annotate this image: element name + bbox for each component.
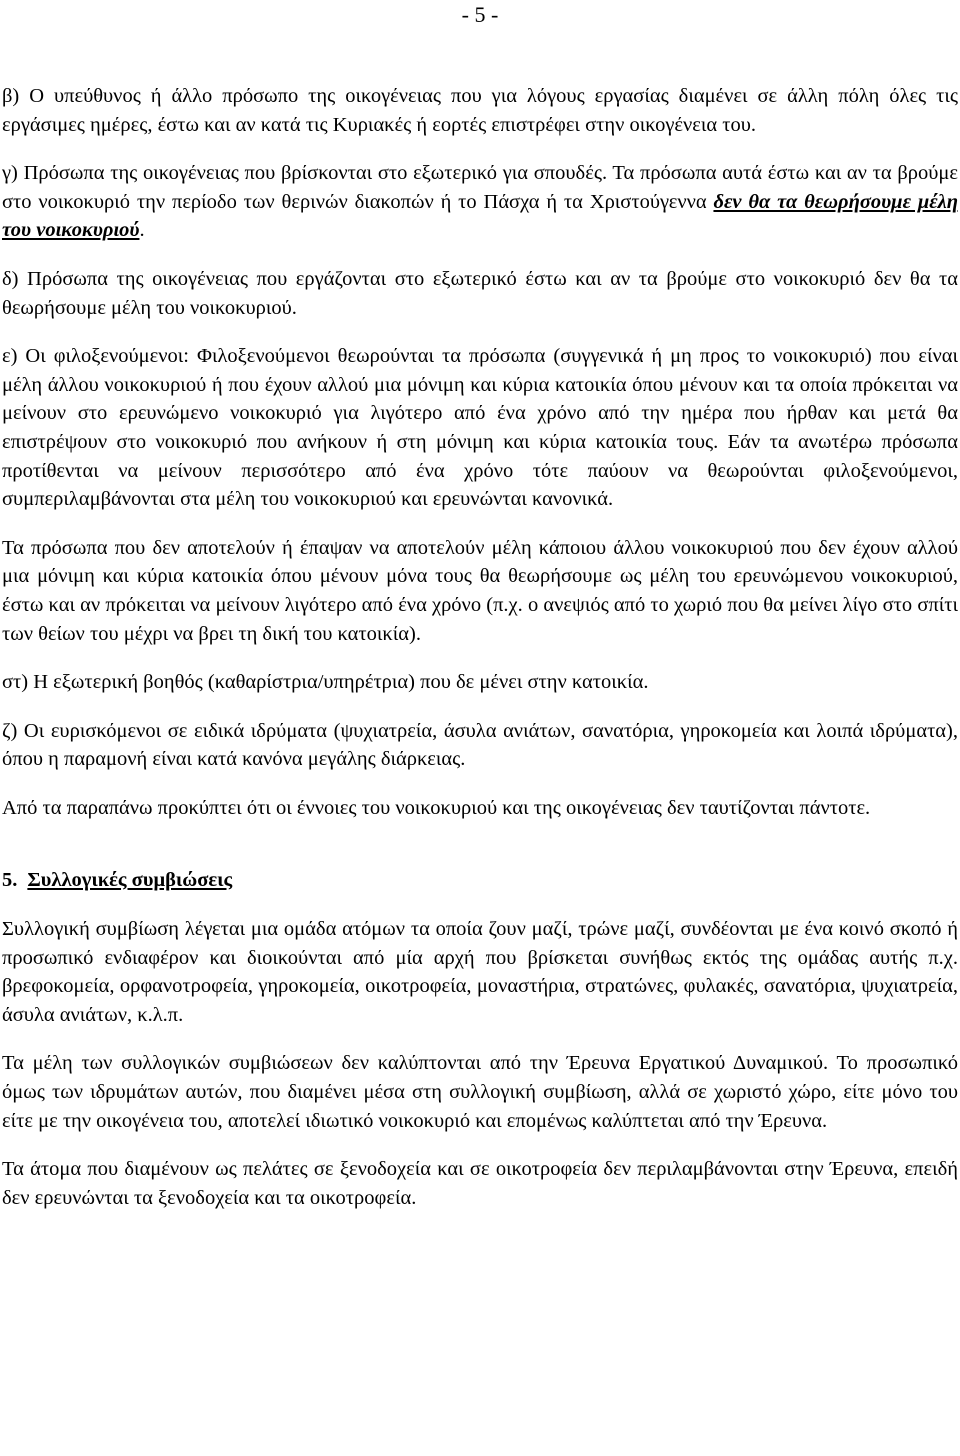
page-number: - 5 -	[461, 2, 499, 27]
item-z: ζ) Οι ευρισκόμενοι σε ειδικά ιδρύματα (ψυχιατρεία, άσυλα ανιάτων, σανατόρια, γηροκομεία και λοιπά ιδρύματα), όπου η παραμονή είναι κατά κανόνα μεγάλης διάρκειας.	[2, 719, 958, 771]
item-e: ε) Οι φιλοξενούμενοι: Φιλοξενούμενοι θεωρούνται τα πρόσωπα (συγγενικά ή μη προς το νοικοκυριό) που είναι μέλη άλλου νοικοκυριού ή που έχουν αλλού μια μόνιμη και κύρια κατοικία όπου μένουν και τα οποία πρόκειται να μείνουν στο ερευνώμενο νοικοκυριό για λιγότερο από ένα χρόνο από την ημέρα που ήρθαν και μετά θα επιστρέψουν στο νοικοκυριό που ανήκουν ή στη μόνιμη και κύρια κατοικία τους. Εάν τα ανωτέρω πρόσωπα προτίθενται να μείνουν περισσότερο από ένα χρόνο τότε παύουν να θεωρούνται φιλοξενούμενοι, συμπεριλαμβάνονται στα μέλη του νοικοκυριού και ερευνώνται κανονικά.	[2, 345, 958, 511]
item-g-text: γ) Πρόσωπα της οικογένειας που βρίσκονται στο εξωτερικό για σπουδές. Τα πρόσωπα αυτά έστω και αν τα βρούμε στο νοικοκυριό την περίοδο των θερινών διακοπών ή το Πάσχα ή τα Χριστούγεννα	[2, 162, 958, 213]
section-paragraph-3: Τα άτομα που διαμένουν ως πελάτες σε ξενοδοχεία και σε οικοτροφεία δεν περιλαμβάνονται στην Έρευνα, επειδή δεν ερευνώνται τα ξενοδοχεία και τα οικοτροφεία.	[2, 1158, 958, 1209]
section-heading	[2, 866, 958, 895]
item-b: β) Ο υπεύθυνος ή άλλο πρόσωπο της οικογένειας που για λόγους εργασίας διαμένει σε άλλη πόλη όλες τις εργάσιμες ημέρες, έστω και αν κατά τις Κυριακές ή εορτές επιστρέφει στην οικογένεια του.	[2, 85, 958, 136]
item-d: δ) Πρόσωπα της οικογένειας που εργάζονται στο εξωτερικό έστω και αν τα βρούμε στο νοικοκυριό δεν θα τα θεωρήσουμε μέλη του νοικοκυριού.	[2, 267, 958, 319]
item-g-emphasis: δεν θα τα θεωρήσουμε μέλη του νοικοκυριού	[2, 190, 958, 242]
item-g-end: .	[139, 219, 145, 242]
section-number: 5.	[2, 869, 18, 892]
item-g	[2, 159, 958, 245]
section-paragraph-2: Τα μέλη των συλλογικών συμβιώσεων δεν καλύπτονται από την Έρευνα Εργατικού Δυναμικού. Το προσωπικό όμως των ιδρυμάτων αυτών, που διαμένει μέσα στη συλλογική συμβίωση, αλλά σε χωριστό χώρο, είτε μόνο του είτε με την οικογένεια του, αποτελεί ιδιωτικό νοικοκυριό και επομένως καλύπτεται από την Έρευνα.	[2, 1052, 958, 1132]
section-title: Συλλογικές συμβιώσεις	[27, 869, 233, 892]
conclusion-paragraph: Από τα παραπάνω προκύπτει ότι οι έννοιες του νοικοκυριού και της οικογένειας δεν ταυτίζονται πάντοτε.	[2, 796, 871, 819]
section-paragraph-1: Συλλογική συμβίωση λέγεται μια ομάδα ατόμων τα οποία ζουν μαζί, τρώνε μαζί, συνδέονται με ένα κοινό σκοπό ή προσωπικό ενδιαφέρον και διοικούνται από μία αρχή που βρίσκεται συνήθως εκτός της ομάδας αυτής π.χ. βρεφοκομεία, ορφανοτροφεία, γηροκομεία, οικοτροφεία, μοναστήρια, στρατώνες, φυλακές, σανατόρια, ψυχιατρεία, άσυλα ανιάτων, κ.λ.π.	[2, 918, 958, 1026]
item-st: στ) Η εξωτερική βοηθός (καθαρίστρια/υπηρέτρια) που δε μένει στην κατοικία.	[2, 671, 649, 694]
document-body	[2, 82, 958, 1232]
non-members-paragraph: Τα πρόσωπα που δεν αποτελούν ή έπαψαν να αποτελούν μέλη κάποιου άλλου νοικοκυριού που δεν έχουν αλλού μια μόνιμη και κύρια κατοικία όπου μένουν μόνα τους θα θεωρήσουμε ως μέλη του ερευνώμενου νοικοκυριού, έστω και αν πρόκειται να μείνουν λιγότερο από ένα χρόνο (π.χ. ο ανεψιός από το χωριό που θα μείνει λίγο στο σπίτι των θείων του μέχρι να βρει τη δική του κατοικία).	[2, 536, 958, 645]
